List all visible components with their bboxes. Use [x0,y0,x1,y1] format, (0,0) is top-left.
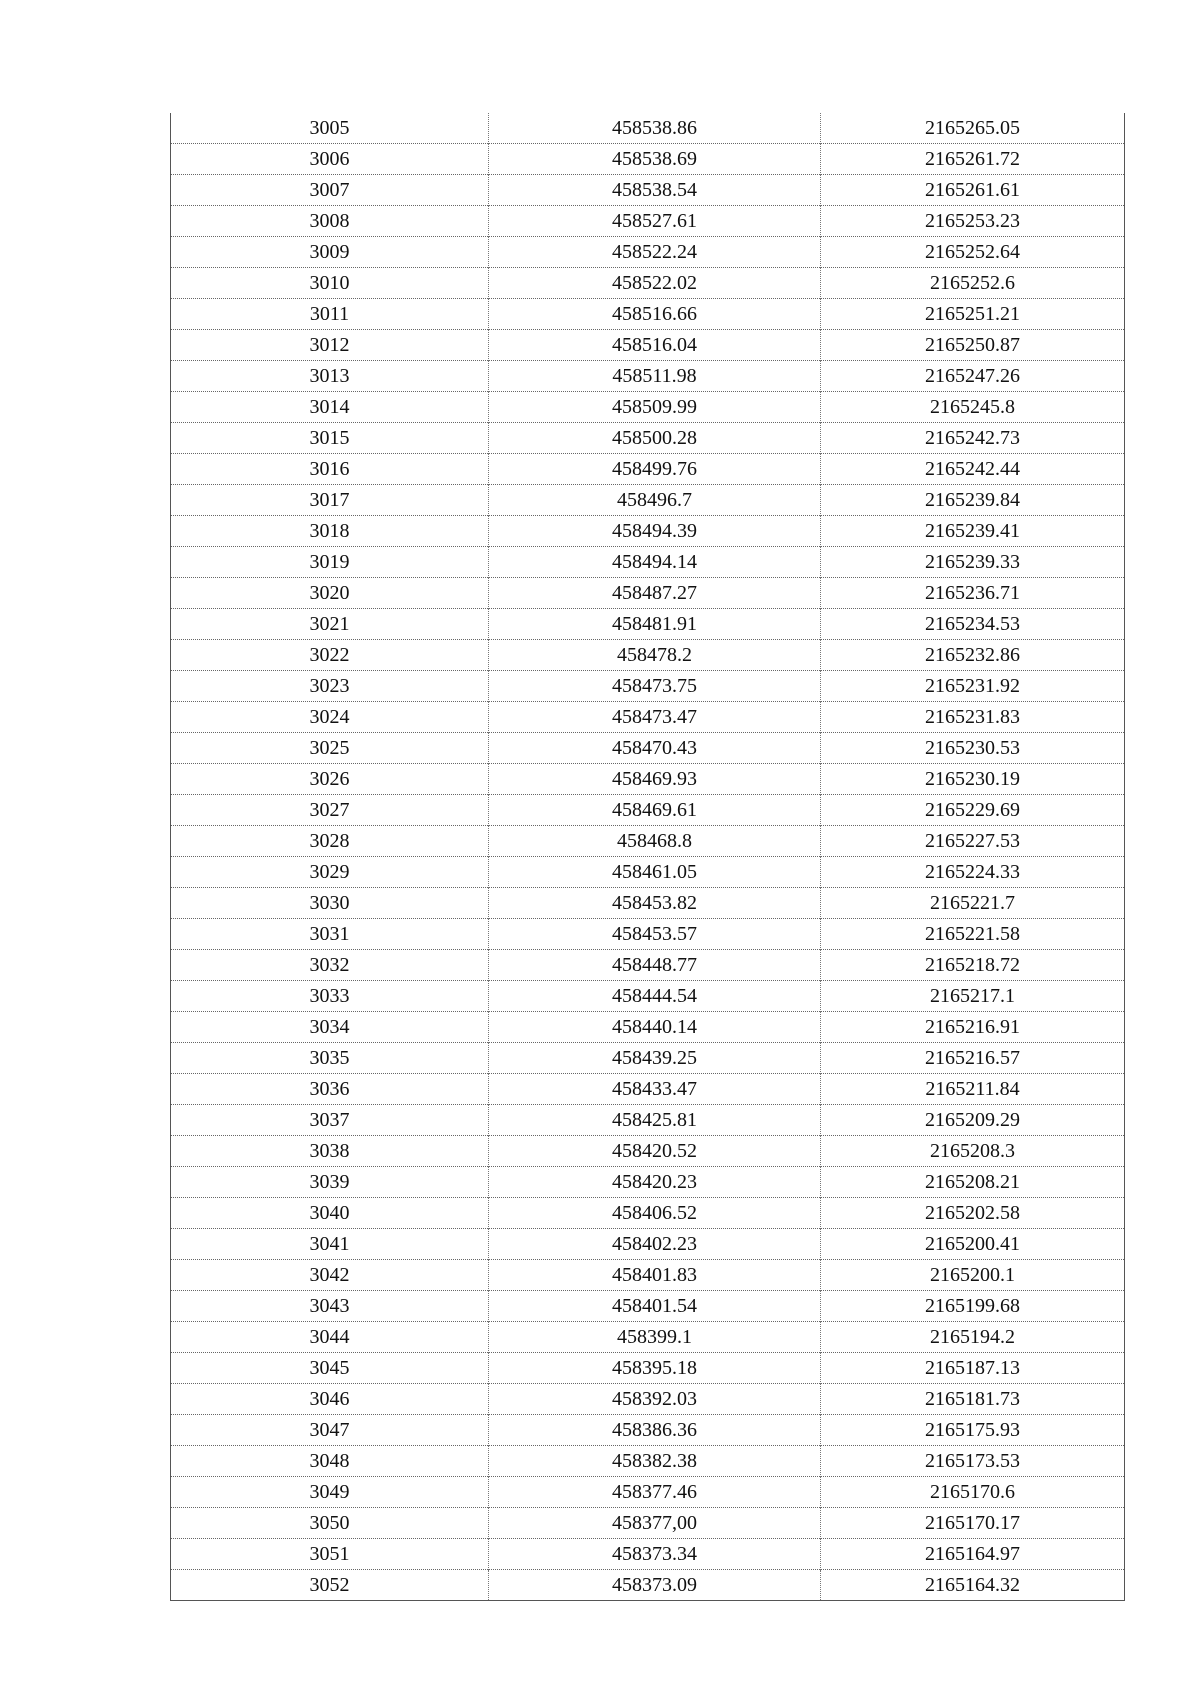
point-id-cell: 3040 [171,1198,489,1229]
point-id-cell: 3029 [171,857,489,888]
table-row [171,423,1125,454]
table-row [171,485,1125,516]
x-coordinate-cell: 458461.05 [489,857,821,888]
x-coordinate-cell: 458473.75 [489,671,821,702]
point-id-cell: 3050 [171,1508,489,1539]
x-coordinate-cell: 458401.54 [489,1291,821,1322]
y-coordinate-cell: 2165252.6 [821,268,1125,299]
y-coordinate-cell: 2165173.53 [821,1446,1125,1477]
x-coordinate-cell: 458494.14 [489,547,821,578]
point-id-cell: 3038 [171,1136,489,1167]
y-coordinate-cell: 2165239.33 [821,547,1125,578]
point-id-cell: 3014 [171,392,489,423]
y-coordinate-cell: 2165200.1 [821,1260,1125,1291]
y-coordinate-cell: 2165253.23 [821,206,1125,237]
x-coordinate-cell: 458470.43 [489,733,821,764]
y-coordinate-cell: 2165265.05 [821,113,1125,144]
table-row [171,1198,1125,1229]
y-coordinate-cell: 2165202.58 [821,1198,1125,1229]
table-row [171,1136,1125,1167]
point-id-cell: 3039 [171,1167,489,1198]
point-id-cell: 3031 [171,919,489,950]
point-id-cell: 3015 [171,423,489,454]
table-row [171,1415,1125,1446]
point-id-cell: 3027 [171,795,489,826]
y-coordinate-cell: 2165211.84 [821,1074,1125,1105]
table-row [171,1043,1125,1074]
table-row [171,1539,1125,1570]
point-id-cell: 3023 [171,671,489,702]
y-coordinate-cell: 2165209.29 [821,1105,1125,1136]
y-coordinate-cell: 2165251.21 [821,299,1125,330]
x-coordinate-cell: 458469.93 [489,764,821,795]
y-coordinate-cell: 2165221.58 [821,919,1125,950]
point-id-cell: 3049 [171,1477,489,1508]
table-row [171,1260,1125,1291]
table-row [171,857,1125,888]
x-coordinate-cell: 458527.61 [489,206,821,237]
x-coordinate-cell: 458406.52 [489,1198,821,1229]
x-coordinate-cell: 458468.8 [489,826,821,857]
point-id-cell: 3020 [171,578,489,609]
point-id-cell: 3022 [171,640,489,671]
x-coordinate-cell: 458399.1 [489,1322,821,1353]
x-coordinate-cell: 458373.09 [489,1570,821,1601]
x-coordinate-cell: 458386.36 [489,1415,821,1446]
y-coordinate-cell: 2165221.7 [821,888,1125,919]
y-coordinate-cell: 2165239.41 [821,516,1125,547]
table-row [171,1570,1125,1601]
y-coordinate-cell: 2165227.53 [821,826,1125,857]
table-row [171,516,1125,547]
table-row [171,609,1125,640]
table-row [171,454,1125,485]
y-coordinate-cell: 2165217.1 [821,981,1125,1012]
x-coordinate-cell: 458496.7 [489,485,821,516]
x-coordinate-cell: 458420.23 [489,1167,821,1198]
x-coordinate-cell: 458453.82 [489,888,821,919]
y-coordinate-cell: 2165231.92 [821,671,1125,702]
x-coordinate-cell: 458516.66 [489,299,821,330]
x-coordinate-cell: 458509.99 [489,392,821,423]
point-id-cell: 3036 [171,1074,489,1105]
point-id-cell: 3013 [171,361,489,392]
y-coordinate-cell: 2165187.13 [821,1353,1125,1384]
x-coordinate-cell: 458392.03 [489,1384,821,1415]
x-coordinate-cell: 458433.47 [489,1074,821,1105]
point-id-cell: 3011 [171,299,489,330]
x-coordinate-cell: 458377.46 [489,1477,821,1508]
table-row [171,950,1125,981]
point-id-cell: 3024 [171,702,489,733]
x-coordinate-cell: 458522.02 [489,268,821,299]
point-id-cell: 3047 [171,1415,489,1446]
table-row [171,1291,1125,1322]
point-id-cell: 3018 [171,516,489,547]
x-coordinate-cell: 458401.83 [489,1260,821,1291]
y-coordinate-cell: 2165200.41 [821,1229,1125,1260]
point-id-cell: 3043 [171,1291,489,1322]
table-row [171,733,1125,764]
table-row [171,1167,1125,1198]
y-coordinate-cell: 2165208.21 [821,1167,1125,1198]
table-row [171,1384,1125,1415]
table-row [171,144,1125,175]
table-row [171,1229,1125,1260]
table-row [171,1105,1125,1136]
table-row [171,640,1125,671]
point-id-cell: 3016 [171,454,489,485]
point-id-cell: 3041 [171,1229,489,1260]
point-id-cell: 3010 [171,268,489,299]
y-coordinate-cell: 2165194.2 [821,1322,1125,1353]
table-row [171,392,1125,423]
table-row [171,299,1125,330]
x-coordinate-cell: 458440.14 [489,1012,821,1043]
y-coordinate-cell: 2165252.64 [821,237,1125,268]
point-id-cell: 3033 [171,981,489,1012]
table-row [171,330,1125,361]
table-row [171,671,1125,702]
table-row [171,578,1125,609]
x-coordinate-cell: 458538.54 [489,175,821,206]
point-id-cell: 3044 [171,1322,489,1353]
x-coordinate-cell: 458494.39 [489,516,821,547]
point-id-cell: 3046 [171,1384,489,1415]
point-id-cell: 3052 [171,1570,489,1601]
table-row [171,175,1125,206]
point-id-cell: 3009 [171,237,489,268]
point-id-cell: 3006 [171,144,489,175]
point-id-cell: 3035 [171,1043,489,1074]
x-coordinate-cell: 458402.23 [489,1229,821,1260]
coordinates-table-body [171,113,1125,1601]
y-coordinate-cell: 2165181.73 [821,1384,1125,1415]
coordinates-table [170,113,1125,1601]
table-row [171,268,1125,299]
point-id-cell: 3005 [309,117,350,139]
x-coordinate-cell: 458420.52 [489,1136,821,1167]
x-coordinate-cell: 458439.25 [489,1043,821,1074]
x-coordinate-cell: 458382.38 [489,1446,821,1477]
x-coordinate-cell: 458511.98 [489,361,821,392]
table-row [171,547,1125,578]
point-id-cell: 3032 [171,950,489,981]
x-coordinate-cell: 458538.86 [489,113,821,144]
table-row [171,919,1125,950]
x-coordinate-cell: 458516.04 [489,330,821,361]
x-coordinate-cell: 458469.61 [489,795,821,826]
x-coordinate-cell: 458500.28 [489,423,821,454]
x-coordinate-cell: 458478.2 [489,640,821,671]
table-row [171,1074,1125,1105]
table-row [171,206,1125,237]
y-coordinate-cell: 2165229.69 [821,795,1125,826]
y-coordinate-cell: 2165247.26 [821,361,1125,392]
x-coordinate-cell: 458538.69 [489,144,821,175]
x-coordinate-cell: 458425.81 [489,1105,821,1136]
x-coordinate-cell: 458499.76 [489,454,821,485]
y-coordinate-cell: 2165250.87 [821,330,1125,361]
y-coordinate-cell: 2165230.19 [821,764,1125,795]
y-coordinate-cell: 2165236.71 [821,578,1125,609]
table-row [171,702,1125,733]
y-coordinate-cell: 2165261.72 [821,144,1125,175]
table-row [171,113,1125,144]
x-coordinate-cell: 458377,00 [489,1508,821,1539]
table-row [171,981,1125,1012]
y-coordinate-cell: 2165216.91 [821,1012,1125,1043]
point-id-cell: 3007 [171,175,489,206]
y-coordinate-cell: 2165170.6 [821,1477,1125,1508]
y-coordinate-cell: 2165199.68 [821,1291,1125,1322]
y-coordinate-cell: 2165208.3 [821,1136,1125,1167]
y-coordinate-cell: 2165231.83 [821,702,1125,733]
x-coordinate-cell: 458373.34 [489,1539,821,1570]
y-coordinate-cell: 2165175.93 [821,1415,1125,1446]
y-coordinate-cell: 2165234.53 [821,609,1125,640]
point-id-cell: 3026 [171,764,489,795]
point-id-cell: 3048 [171,1446,489,1477]
table-row [171,1477,1125,1508]
y-coordinate-cell: 2165224.33 [821,857,1125,888]
table-row [171,795,1125,826]
point-id-cell: 3051 [171,1539,489,1570]
point-id-cell: 3012 [171,330,489,361]
y-coordinate-cell: 2165245.8 [821,392,1125,423]
table-row [171,237,1125,268]
y-coordinate-cell: 2165242.44 [821,454,1125,485]
point-id-cell: 3030 [171,888,489,919]
y-coordinate-cell: 2165239.84 [821,485,1125,516]
x-coordinate-cell: 458395.18 [489,1353,821,1384]
y-coordinate-cell: 2165164.97 [821,1539,1125,1570]
table-row [171,1322,1125,1353]
x-coordinate-cell: 458444.54 [489,981,821,1012]
x-coordinate-cell: 458473.47 [489,702,821,733]
y-coordinate-cell: 2165230.53 [821,733,1125,764]
y-coordinate-cell: 2165218.72 [821,950,1125,981]
x-coordinate-cell: 458453.57 [489,919,821,950]
y-coordinate-cell: 2165261.61 [821,175,1125,206]
table-row [171,764,1125,795]
table-row [171,1012,1125,1043]
table-row [171,1446,1125,1477]
x-coordinate-cell: 458448.77 [489,950,821,981]
y-coordinate-cell: 2165232.86 [821,640,1125,671]
point-id-cell: 3021 [171,609,489,640]
table-row [171,888,1125,919]
y-coordinate-cell: 2165170.17 [821,1508,1125,1539]
y-coordinate-cell: 2165216.57 [821,1043,1125,1074]
table-row [171,361,1125,392]
table-row [171,826,1125,857]
point-id-cell: 3037 [171,1105,489,1136]
table-row [171,1353,1125,1384]
point-id-cell: 3028 [171,826,489,857]
point-id-cell: 3019 [171,547,489,578]
y-coordinate-cell: 2165164.32 [821,1570,1125,1601]
point-id-cell: 3045 [171,1353,489,1384]
x-coordinate-cell: 458522.24 [489,237,821,268]
point-id-cell: 3042 [171,1260,489,1291]
point-id-cell: 3025 [171,733,489,764]
table-row [171,1508,1125,1539]
point-id-cell: 3017 [171,485,489,516]
point-id-cell: 3008 [171,206,489,237]
x-coordinate-cell: 458481.91 [489,609,821,640]
x-coordinate-cell: 458487.27 [489,578,821,609]
y-coordinate-cell: 2165242.73 [821,423,1125,454]
point-id-cell: 3034 [171,1012,489,1043]
